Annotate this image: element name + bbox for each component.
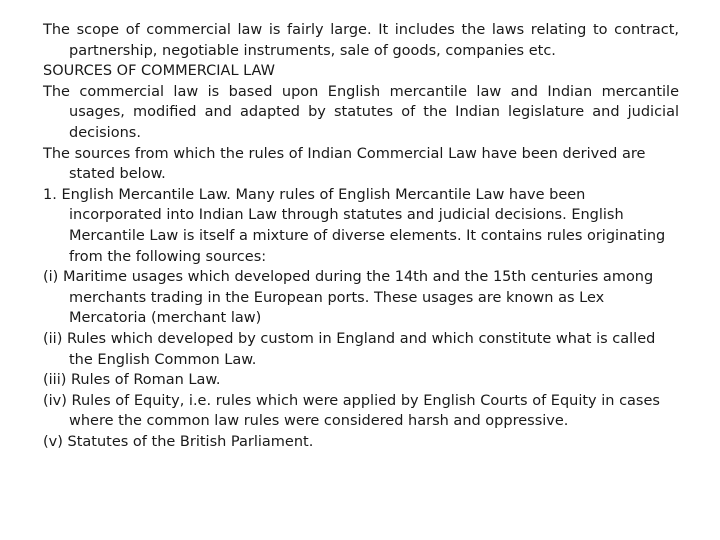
list-item-maritime-usages: (i) Maritime usages which developed during the 14th and the 15th centuries among merchants trading in the European ports. These usages are known as Lex Mercatoria (merchant law) [43,269,654,327]
paragraph-sources-intro: The sources from which the rules of Indian Commercial Law have been derived are stated below. [43,145,646,183]
list-item-equity: (iv) Rules of Equity, i.e. rules which were applied by English Courts of Equity in cases where the common law rules were considered harsh and oppressive. [43,392,660,430]
paragraph-basis: The commercial law is based upon English mercantile law and Indian mercantile usages, modified and adapted by statutes of the Indian legislature and judicial decisions. [43,83,679,141]
section-heading: SOURCES OF COMMERCIAL LAW [43,63,275,80]
slide-body [43,20,679,452]
list-item-statutes: (v) Statutes of the British Parliament. [43,433,314,450]
list-item-common-law: (ii) Rules which developed by custom in England and which constitute what is called the English Common Law. [43,330,656,368]
paragraph-english-mercantile-law: 1. English Mercantile Law. Many rules of English Mercantile Law have been incorporated into Indian Law through statutes and judicial decisions. English Mercantile Law is itself a mixture of diverse elements. It contains rules originating from the following sources: [43,186,666,265]
paragraph-scope: The scope of commercial law is fairly large. It includes the laws relating to contract, partnership, negotiable instruments, sale of goods, companies etc. [43,22,679,59]
list-item-roman-law: (iii) Rules of Roman Law. [43,372,221,389]
